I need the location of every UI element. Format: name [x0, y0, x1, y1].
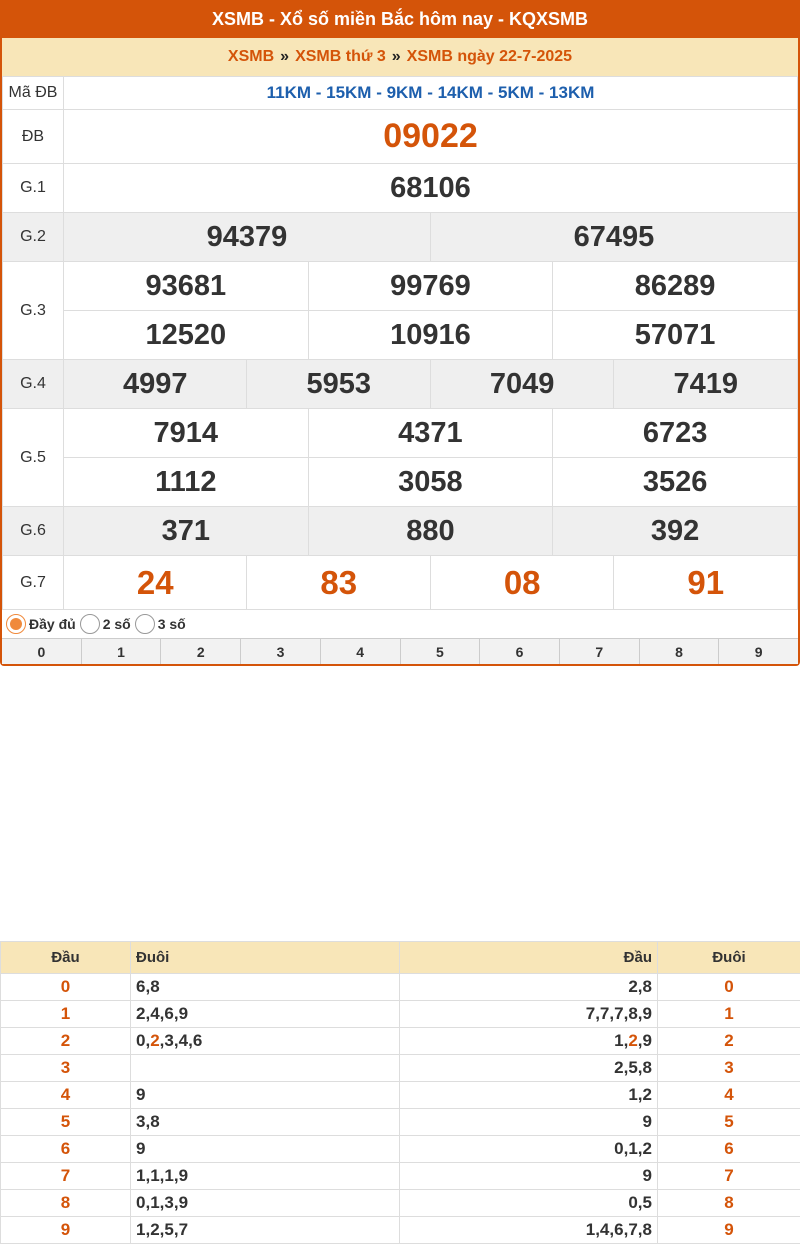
- g3-value: 93681: [64, 262, 309, 311]
- loto-dau-values: 0,1,2: [400, 1136, 658, 1163]
- loto-duoi-values: 1,2,5,7: [131, 1217, 400, 1244]
- loto-table: [0, 941, 800, 1244]
- loto-row: [1, 1055, 800, 1082]
- loto-head-digit: 1: [1, 1001, 131, 1028]
- result-table: [2, 76, 798, 610]
- loto-tail-digit: 7: [658, 1163, 800, 1190]
- db-value: 09022: [64, 110, 798, 164]
- loto-head-digit: 3: [1, 1055, 131, 1082]
- g3-value: 10916: [308, 311, 553, 360]
- digit-filter-bar: [2, 638, 798, 664]
- loto-dau-values: 9: [400, 1163, 658, 1190]
- loto-head-digit: 2: [1, 1028, 131, 1055]
- loto-head-digit: 4: [1, 1082, 131, 1109]
- g6-value: 392: [553, 507, 798, 556]
- loto-header-dau: Đầu: [400, 942, 658, 974]
- loto-row: [1, 1001, 800, 1028]
- g3-value: 99769: [308, 262, 553, 311]
- g2-value: 67495: [430, 213, 797, 262]
- loto-header-duoi: Đuôi: [658, 942, 800, 974]
- loto-row: [1, 1163, 800, 1190]
- loto-row: [1, 1217, 800, 1244]
- g1-value: 68106: [64, 164, 798, 213]
- g6-value: 371: [64, 507, 309, 556]
- radio-3-so[interactable]: [135, 614, 155, 634]
- g5-value: 4371: [308, 409, 553, 458]
- digit-filter-6[interactable]: 6: [480, 639, 560, 664]
- display-options: [2, 610, 798, 638]
- option-full[interactable]: [6, 614, 76, 634]
- digit-filter-3[interactable]: 3: [241, 639, 321, 664]
- g4-value: 7419: [614, 360, 798, 409]
- loto-duoi-values: 9: [131, 1082, 400, 1109]
- loto-dau-values: 1,4,6,7,8: [400, 1217, 658, 1244]
- radio-full[interactable]: [6, 614, 26, 634]
- loto-tail-digit: 0: [658, 974, 800, 1001]
- loto-row: [1, 1109, 800, 1136]
- g7-value: 91: [614, 556, 798, 610]
- loto-tail-digit: 1: [658, 1001, 800, 1028]
- g7-value: 24: [64, 556, 247, 610]
- option-2-so[interactable]: [80, 614, 131, 634]
- breadcrumb-separator: »: [392, 48, 401, 66]
- g5-value: 3058: [308, 458, 553, 507]
- g2-value: 94379: [64, 213, 431, 262]
- loto-duoi-values: 2,4,6,9: [131, 1001, 400, 1028]
- loto-tail-digit: 6: [658, 1136, 800, 1163]
- option-3-so[interactable]: [135, 614, 186, 634]
- loto-header-duoi: Đuôi: [131, 942, 400, 974]
- radio-2-so[interactable]: [80, 614, 100, 634]
- madb-label: Mã ĐB: [3, 77, 64, 110]
- loto-head-digit: 5: [1, 1109, 131, 1136]
- loto-dau-values: 0,5: [400, 1190, 658, 1217]
- page-title: XSMB - Xổ số miền Bắc hôm nay - KQXSMB: [0, 0, 800, 38]
- loto-head-digit: 6: [1, 1136, 131, 1163]
- g5-value: 6723: [553, 409, 798, 458]
- loto-duoi-values: 6,8: [131, 974, 400, 1001]
- loto-duoi-values: 9: [131, 1136, 400, 1163]
- g4-value: 5953: [247, 360, 430, 409]
- digit-filter-9[interactable]: 9: [719, 639, 798, 664]
- loto-row: [1, 1082, 800, 1109]
- g6-value: 880: [308, 507, 553, 556]
- g3-label: G.3: [3, 262, 64, 360]
- loto-tail-digit: 4: [658, 1082, 800, 1109]
- loto-dau-values: 1,2: [400, 1082, 658, 1109]
- loto-dau-values: 2,5,8: [400, 1055, 658, 1082]
- loto-row: [1, 1190, 800, 1217]
- loto-tail-digit: 8: [658, 1190, 800, 1217]
- g7-label: G.7: [3, 556, 64, 610]
- g4-value: 4997: [64, 360, 247, 409]
- g1-label: G.1: [3, 164, 64, 213]
- g3-value: 86289: [553, 262, 798, 311]
- loto-header-dau: Đầu: [1, 942, 131, 974]
- loto-tail-digit: 5: [658, 1109, 800, 1136]
- breadcrumb-xsmb-date[interactable]: XSMB ngày 22-7-2025: [407, 48, 572, 66]
- madb-value: 11KM - 15KM - 9KM - 14KM - 5KM - 13KM: [64, 77, 798, 110]
- digit-filter-0[interactable]: 0: [2, 639, 82, 664]
- g3-value: 57071: [553, 311, 798, 360]
- loto-tail-digit: 3: [658, 1055, 800, 1082]
- loto-duoi-values: 0,2,3,4,6: [131, 1028, 400, 1055]
- breadcrumb-separator: »: [280, 48, 289, 66]
- digit-filter-2[interactable]: 2: [161, 639, 241, 664]
- g7-value: 08: [430, 556, 613, 610]
- digit-filter-4[interactable]: 4: [321, 639, 401, 664]
- db-label: ĐB: [3, 110, 64, 164]
- digit-filter-8[interactable]: 8: [640, 639, 720, 664]
- breadcrumb: [2, 38, 798, 76]
- g7-value: 83: [247, 556, 430, 610]
- loto-tail-digit: 9: [658, 1217, 800, 1244]
- g2-label: G.2: [3, 213, 64, 262]
- g3-value: 12520: [64, 311, 309, 360]
- digit-filter-5[interactable]: 5: [401, 639, 481, 664]
- breadcrumb-xsmb[interactable]: XSMB: [228, 48, 274, 66]
- loto-dau-values: 2,8: [400, 974, 658, 1001]
- digit-filter-1[interactable]: 1: [82, 639, 162, 664]
- loto-tail-digit: 2: [658, 1028, 800, 1055]
- loto-duoi-values: 1,1,1,9: [131, 1163, 400, 1190]
- loto-dau-values: 1,2,9: [400, 1028, 658, 1055]
- loto-duoi-values: [131, 1055, 400, 1082]
- g5-value: 1112: [64, 458, 309, 507]
- loto-dau-values: 7,7,7,8,9: [400, 1001, 658, 1028]
- g4-label: G.4: [3, 360, 64, 409]
- option-full-label: Đầy đủ: [29, 616, 76, 632]
- loto-head-digit: 8: [1, 1190, 131, 1217]
- option-3-so-label: 3 số: [158, 616, 186, 632]
- g5-value: 3526: [553, 458, 798, 507]
- g4-value: 7049: [430, 360, 613, 409]
- loto-head-digit: 7: [1, 1163, 131, 1190]
- loto-row: [1, 1136, 800, 1163]
- loto-head-digit: 9: [1, 1217, 131, 1244]
- loto-row: [1, 974, 800, 1001]
- g6-label: G.6: [3, 507, 64, 556]
- loto-row: [1, 1028, 800, 1055]
- digit-filter-7[interactable]: 7: [560, 639, 640, 664]
- g5-label: G.5: [3, 409, 64, 507]
- breadcrumb-xsmb-thu-3[interactable]: XSMB thứ 3: [295, 48, 386, 66]
- loto-head-digit: 0: [1, 974, 131, 1001]
- option-2-so-label: 2 số: [103, 616, 131, 632]
- loto-dau-values: 9: [400, 1109, 658, 1136]
- loto-duoi-values: 3,8: [131, 1109, 400, 1136]
- loto-duoi-values: 0,1,3,9: [131, 1190, 400, 1217]
- g5-value: 7914: [64, 409, 309, 458]
